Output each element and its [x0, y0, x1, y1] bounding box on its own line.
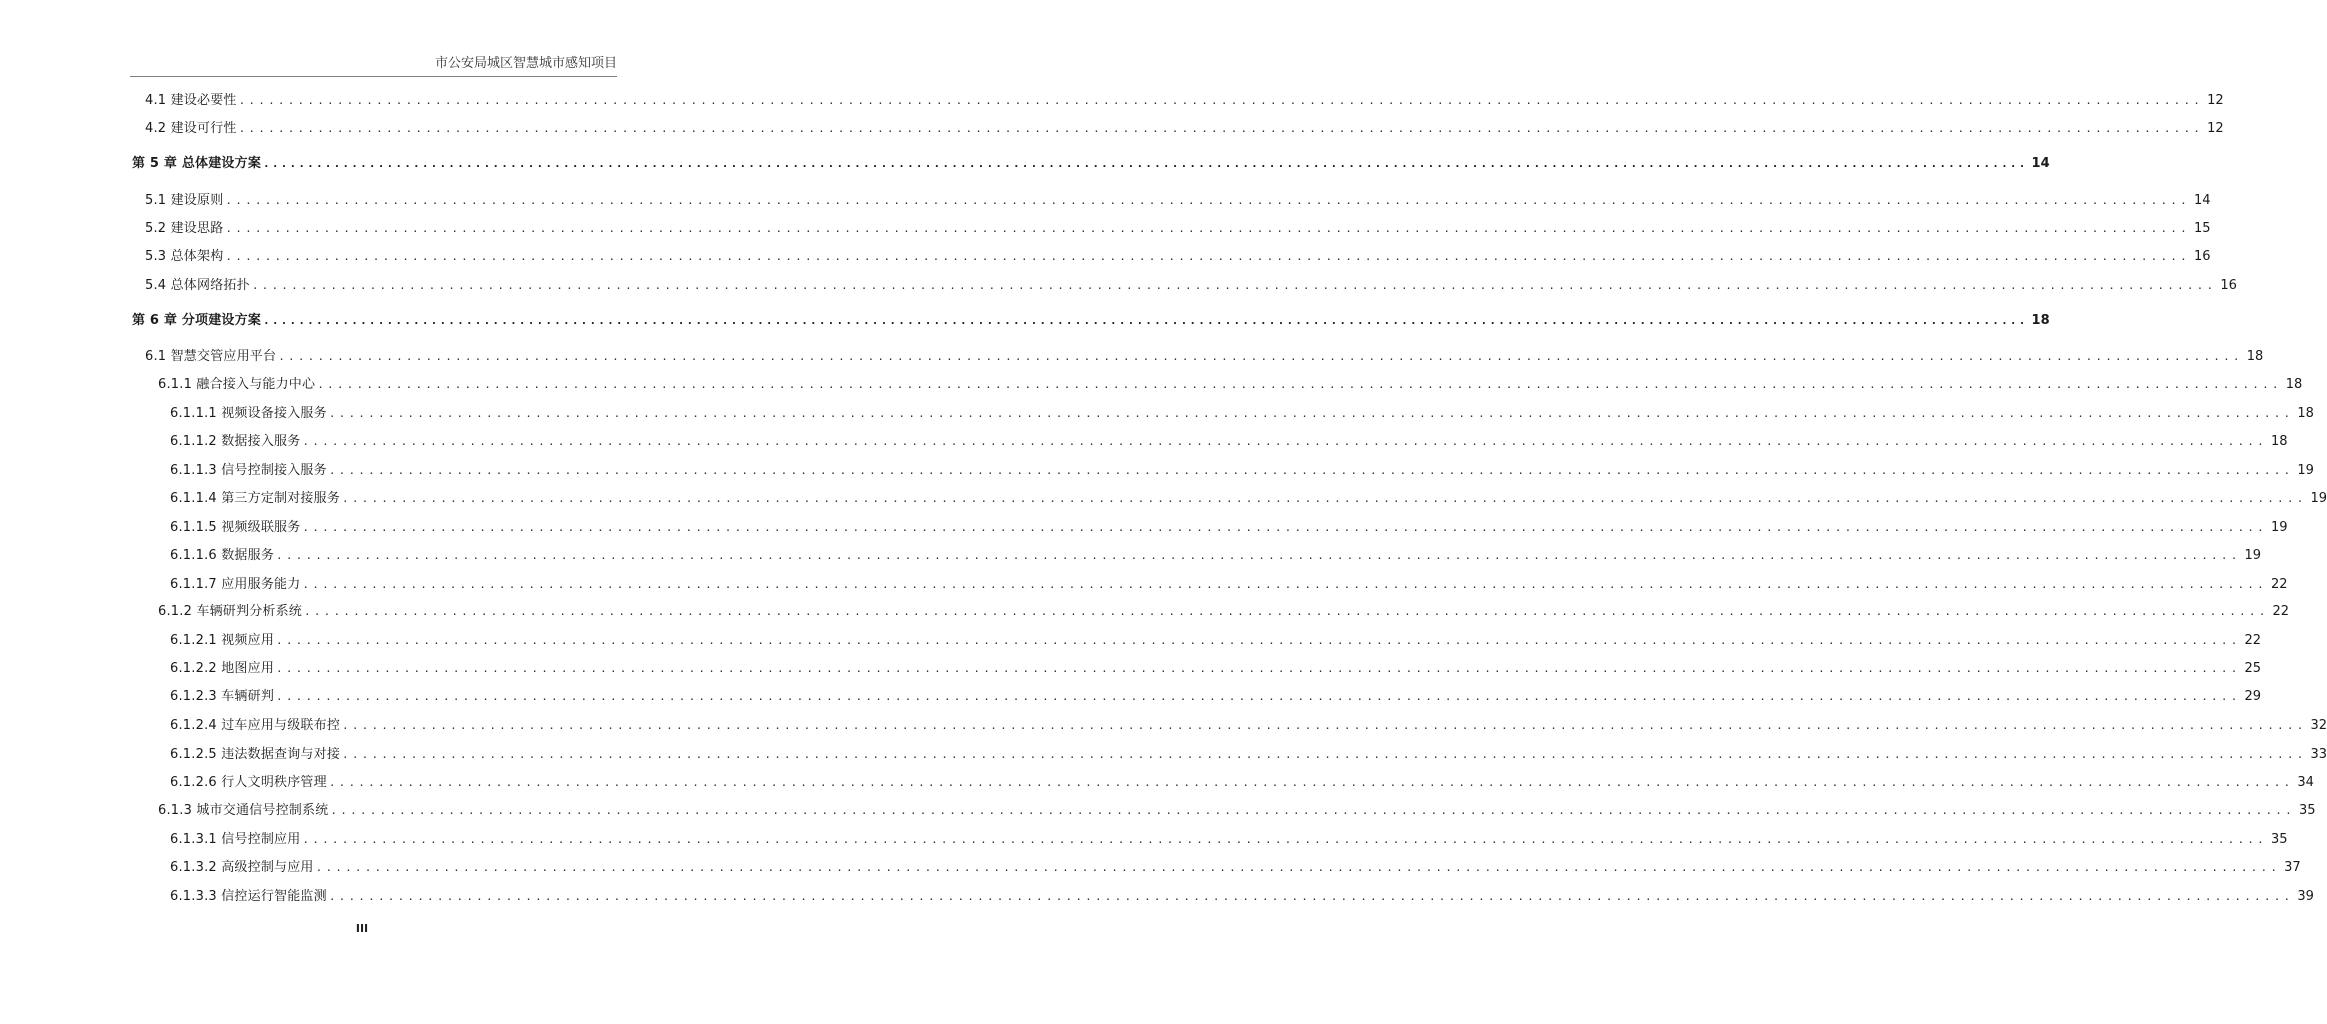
toc-entry-label: 6.1.2 车辆研判分析系统	[158, 604, 303, 619]
toc-entry[interactable]	[158, 600, 2290, 622]
toc-entry[interactable]	[170, 487, 2327, 509]
toc-entry-label: 第 6 章 分项建设方案	[132, 313, 262, 328]
toc-entry-label: 4.1 建设必要性	[145, 93, 237, 108]
toc-entry[interactable]	[170, 629, 2262, 651]
toc-entry[interactable]	[145, 274, 2237, 296]
toc-entry[interactable]	[170, 573, 2288, 595]
toc-entry[interactable]	[170, 430, 2288, 452]
toc-entry-page: 22	[2272, 604, 2290, 619]
toc-entry-label: 6.1.3.2 高级控制与应用	[170, 860, 314, 875]
toc-entry-page: 29	[2244, 689, 2262, 704]
toc-leader-dots: ........................................................................................................................................................................................................	[225, 250, 2190, 263]
toc-entry-label: 6.1.2.2 地图应用	[170, 661, 275, 676]
toc-entry-label: 6.1 智慧交管应用平台	[145, 349, 277, 364]
toc-entry-page: 22	[2270, 577, 2288, 592]
toc-entry-page: 35	[2298, 803, 2316, 818]
toc-entry-label: 6.1.1.2 数据接入服务	[170, 434, 301, 449]
header-title: 市公安局城区智慧城市感知项目	[434, 56, 617, 71]
toc-leader-dots: ........................................................................................................................................................................................................	[304, 605, 2269, 618]
toc-entry-label: 6.1.3.1 信号控制应用	[170, 832, 301, 847]
toc-entry[interactable]	[170, 743, 2327, 765]
toc-entry[interactable]	[170, 685, 2262, 707]
toc-leader-dots: ........................................................................................................................................................................................................	[328, 407, 2294, 420]
toc-entry[interactable]	[170, 544, 2262, 566]
toc-entry-label: 第 5 章 总体建设方案	[132, 156, 262, 171]
toc-entry[interactable]	[145, 189, 2211, 211]
toc-leader-dots: ........................................................................................................................................................................................................	[328, 776, 2294, 789]
toc-leader-dots: ........................................................................................................................................................................................................	[276, 634, 2241, 647]
toc-entry-label: 5.2 建设思路	[145, 221, 224, 236]
toc-entry-page: 12	[2207, 93, 2224, 108]
toc-entry[interactable]	[158, 799, 2316, 821]
toc-entry-page: 16	[2220, 278, 2237, 293]
toc-leader-dots: ........................................................................................................................................................................................................	[330, 804, 2295, 817]
toc-entry-page: 35	[2270, 832, 2288, 847]
toc-entry-label: 6.1.3 城市交通信号控制系统	[158, 803, 329, 818]
toc-entry-page: 33	[2310, 747, 2327, 762]
toc-entry-label: 6.1.1.6 数据服务	[170, 548, 275, 563]
toc-leader-dots: ........................................................................................................................................................................................................	[317, 378, 2282, 391]
toc-entry-label: 6.1.1.4 第三方定制对接服务	[170, 491, 341, 506]
toc-entry[interactable]	[170, 714, 2327, 736]
toc-entry-page: 19	[2297, 463, 2314, 478]
toc-entry[interactable]	[170, 856, 2301, 878]
toc-leader-dots: ........................................................................................................................................................................................................	[225, 222, 2190, 235]
toc-entry-label: 5.3 总体架构	[145, 249, 224, 264]
toc-entry-label: 6.1.1 融合接入与能力中心	[158, 377, 316, 392]
toc-entry-page: 19	[2310, 491, 2327, 506]
toc-leader-dots: ........................................................................................................................................................................................................	[302, 435, 2267, 448]
toc-chapter-entry[interactable]	[132, 152, 2050, 174]
toc-entry-label: 6.1.3.3 信控运行智能监测	[170, 889, 327, 904]
toc-entry-label: 6.1.1.1 视频设备接入服务	[170, 406, 327, 421]
toc-entry[interactable]	[145, 89, 2224, 111]
toc-entry-page: 15	[2193, 221, 2211, 236]
toc-leader-dots: ........................................................................................................................................................................................................	[278, 350, 2243, 363]
toc-leader-dots: ........................................................................................................................................................................................................	[238, 122, 2204, 135]
toc-entry-label: 6.1.1.7 应用服务能力	[170, 577, 301, 592]
toc-entry-page: 18	[2297, 406, 2314, 421]
toc-entry[interactable]	[170, 885, 2314, 907]
toc-entry[interactable]	[145, 117, 2224, 139]
toc-entry-page: 25	[2244, 661, 2262, 676]
toc-entry-page: 18	[2246, 349, 2264, 364]
toc-leader-dots: ........................................................................................................................................................................................................	[276, 549, 2241, 562]
toc-entry-label: 4.2 建设可行性	[145, 121, 237, 136]
toc-entry[interactable]	[170, 657, 2262, 679]
toc-entry-page: 18	[2285, 377, 2303, 392]
toc-leader-dots: ........................................................................................................................................................................................................	[315, 861, 2281, 874]
toc-entry-page: 14	[2031, 156, 2050, 171]
toc-entry-page: 19	[2244, 548, 2262, 563]
toc-entry-page: 19	[2270, 520, 2288, 535]
toc-leader-dots: ........................................................................................................................................................................................................	[328, 464, 2294, 477]
toc-entry-page: 34	[2297, 775, 2314, 790]
toc-entry-label: 6.1.2.6 行人文明秩序管理	[170, 775, 327, 790]
toc-leader-dots: ........................................................................................................................................................................................................	[251, 279, 2217, 292]
toc-leader-dots: ........................................................................................................................................................................................................	[276, 662, 2241, 675]
toc-entry-label: 5.1 建设原则	[145, 193, 224, 208]
toc-leader-dots: ........................................................................................................................................................................................................	[276, 690, 2241, 703]
toc-leader-dots: ........................................................................................................................................................................................................	[263, 314, 2028, 327]
toc-entry[interactable]	[170, 828, 2288, 850]
toc-leader-dots: ........................................................................................................................................................................................................	[238, 94, 2204, 107]
toc-entry-label: 6.1.2.5 违法数据查询与对接	[170, 747, 341, 762]
toc-entry-page: 18	[2031, 313, 2050, 328]
toc-entry-page: 16	[2193, 249, 2211, 264]
toc-chapter-entry[interactable]	[132, 309, 2050, 331]
toc-entry-page: 39	[2297, 889, 2314, 904]
toc-entry-label: 6.1.1.3 信号控制接入服务	[170, 463, 327, 478]
toc-entry[interactable]	[158, 373, 2303, 395]
page-number: III	[355, 922, 369, 935]
toc-leader-dots: ........................................................................................................................................................................................................	[342, 492, 2307, 505]
toc-entry-page: 18	[2270, 434, 2288, 449]
toc-entry[interactable]	[145, 217, 2211, 239]
toc-entry-label: 6.1.2.1 视频应用	[170, 633, 275, 648]
toc-leader-dots: ........................................................................................................................................................................................................	[263, 157, 2028, 170]
toc-entry[interactable]	[170, 402, 2314, 424]
toc-entry[interactable]	[170, 459, 2314, 481]
toc-leader-dots: ........................................................................................................................................................................................................	[328, 890, 2294, 903]
toc-leader-dots: ........................................................................................................................................................................................................	[342, 719, 2307, 732]
toc-entry-page: 14	[2193, 193, 2211, 208]
toc-entry[interactable]	[145, 345, 2264, 367]
toc-entry-label: 6.1.2.4 过车应用与级联布控	[170, 718, 341, 733]
toc-entry-page: 22	[2244, 633, 2262, 648]
toc-entry-page: 12	[2207, 121, 2224, 136]
toc-entry-label: 5.4 总体网络拓扑	[145, 278, 250, 293]
toc-entry-page: 37	[2284, 860, 2301, 875]
toc-entry-label: 6.1.1.5 视频级联服务	[170, 520, 301, 535]
toc-entry[interactable]	[170, 516, 2288, 538]
toc-entry[interactable]	[170, 771, 2314, 793]
toc-entry-page: 32	[2310, 718, 2327, 733]
toc-leader-dots: ........................................................................................................................................................................................................	[302, 833, 2267, 846]
toc-leader-dots: ........................................................................................................................................................................................................	[302, 521, 2267, 534]
toc-entry[interactable]	[145, 245, 2211, 267]
toc-leader-dots: ........................................................................................................................................................................................................	[302, 578, 2267, 591]
toc-leader-dots: ........................................................................................................................................................................................................	[225, 194, 2190, 207]
toc-leader-dots: ........................................................................................................................................................................................................	[342, 748, 2307, 761]
toc-entry-label: 6.1.2.3 车辆研判	[170, 689, 275, 704]
